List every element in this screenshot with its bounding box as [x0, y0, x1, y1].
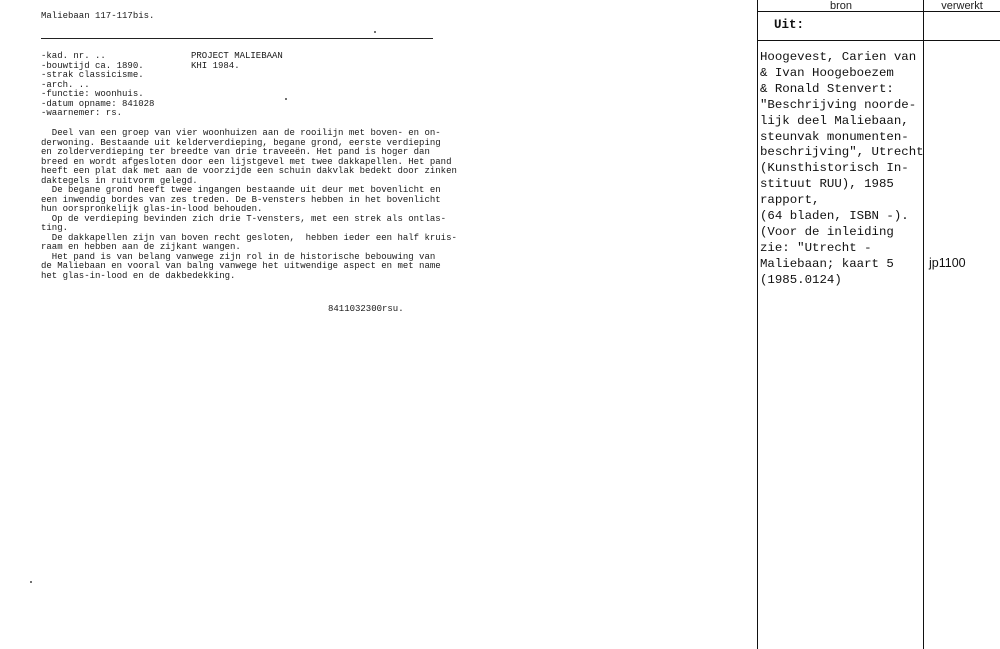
- scan-speck: [30, 581, 32, 583]
- scan-speck: [285, 98, 287, 100]
- column-header-verwerkt: verwerkt: [941, 0, 983, 12]
- description-text: Deel van een groep van vier woonhuizen aan de rooilijn met boven- en on- derwoning. Bestaande uit kelderverdieping, begane grond, eerste verdieping en zolderverdieping ter breedte van drie traveeën. Het pand is hoger dan breed en wordt afgesloten door een lijstgevel met twee dakkapellen. Het pand heeft een plat dak met aan de voorzijde een schuin dakvlak bedekt door zinken daktegels in ruitvorm gelegd. De begane grond heeft twee ingangen bestaande uit deur met bovenlicht en een inwendig bordes van zes treden. De B-vensters hebben in het bovenlicht hun oorspronkelijk glas-in-lood behouden. Op de verdieping bevinden zich drie T-vensters, met een strek als ontlas- ting. De dakkapellen zijn van boven recht gesloten, hebben ieder een half kruis- raam en hebben aan de zijkant wangen. Het pand is van belang vanwege zijn rol in de historische bebouwing van de Maliebaan en vooral van balng vanwege het uitwendige aspect en met name het glas-in-lood en de dakbedekking.: [41, 128, 457, 281]
- column-header-bron: bron: [829, 0, 853, 12]
- verwerkt-value: jp1100: [929, 256, 966, 270]
- document-code: 8411032300rsu.: [328, 304, 404, 314]
- header-rule: [41, 38, 433, 39]
- card-border-left: [757, 0, 758, 649]
- metadata-list: -kad. nr. .. -bouwtijd ca. 1890. -strak classicisme. -arch. .. -functie: woonhuis. -datum opname: 841028 -waarnemer: rs.: [41, 51, 155, 118]
- project-label: PROJECT MALIEBAAN KHI 1984.: [191, 51, 283, 71]
- source-reference: Hoogevest, Carien van & Ivan Hoogeboezem & Ronald Stenvert: "Beschrijving noorde- lijk deel Maliebaan, steunvak monumenten- beschrijving", Utrecht (Kunsthistorisch In- stituut RUU), 1985 rapport, (64 bladen, ISBN -). (Voor de inleiding zie: "Utrecht - Maliebaan; kaart 5 (1985.0124): [760, 50, 924, 287]
- document-header: Maliebaan 117-117bis.: [41, 11, 155, 21]
- uit-label: Uit:: [774, 18, 805, 32]
- scan-speck: [374, 31, 376, 33]
- card-section-rule: [757, 40, 1000, 41]
